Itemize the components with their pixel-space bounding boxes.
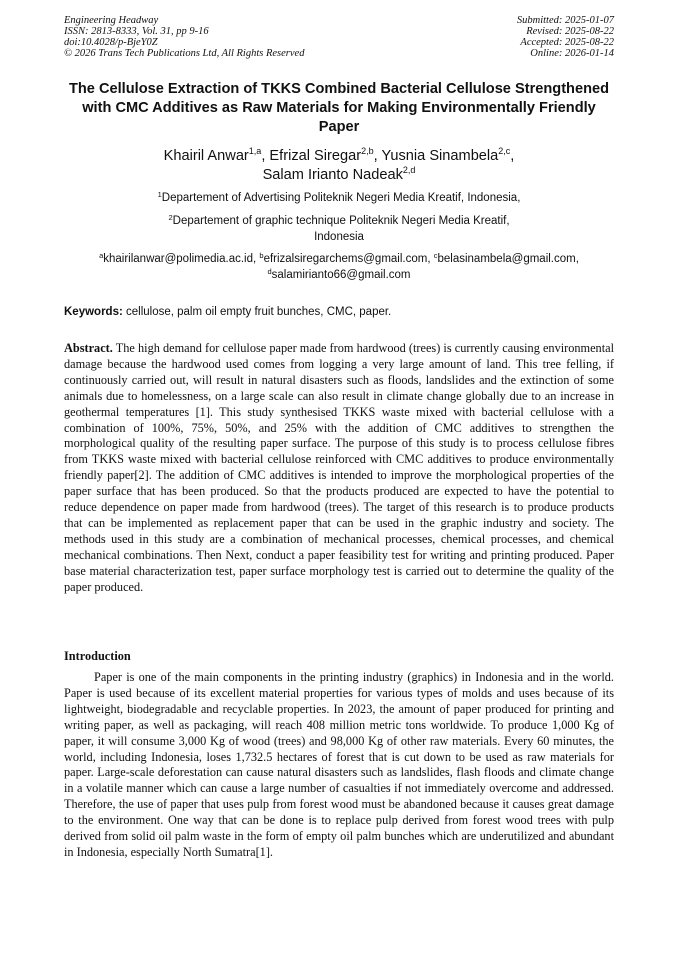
- author-sup: 2,d: [402, 165, 416, 175]
- email-list: [64, 252, 614, 283]
- submitted-date: Submitted: 2025-01-07: [516, 15, 614, 26]
- affiliation-text: Departement of Advertising Politeknik Negeri Media Kreatif, Indonesia,: [161, 192, 521, 204]
- author-separator: ,: [510, 148, 515, 164]
- email-address[interactable]: efrizalsiregarchems@gmail.com,: [263, 253, 434, 265]
- email-sup: a: [99, 251, 104, 260]
- paper-title: The Cellulose Extraction of TKKS Combined Bacterial Cellulose Strengthened with CMC Additives as Raw Materials for Making Environmentally Friendly Paper: [68, 81, 610, 135]
- publication-dates: [517, 15, 614, 59]
- journal-info: [64, 15, 304, 59]
- email-address[interactable]: khairilanwar@polimedia.ac.id,: [103, 253, 260, 265]
- author-name: Khairil Anwar: [163, 148, 249, 164]
- author-list: [64, 147, 614, 185]
- email-address[interactable]: belasinambela@gmail.com,: [437, 253, 579, 265]
- author-name: Salam Irianto Nadeak: [262, 167, 403, 183]
- affiliation-sup: 2: [168, 213, 173, 222]
- author-name: Efrizal Siregar: [269, 148, 362, 164]
- affiliation-text: Departement of graphic technique Politeknik Negeri Media Kreatif, Indonesia: [172, 215, 510, 243]
- doi-line: doi:10.4028/p-BjeY0Z: [64, 37, 158, 48]
- author-name: Yusnia Sinambela: [381, 148, 499, 164]
- email-sup: d: [267, 266, 272, 276]
- author-separator: ,: [373, 148, 382, 164]
- journal-name: Engineering Headway: [64, 15, 159, 26]
- online-date: Online: 2026-01-14: [530, 48, 614, 59]
- introduction-heading: Introduction: [64, 649, 131, 663]
- author-separator: ,: [261, 148, 270, 164]
- keywords-text: cellulose, palm oil empty fruit bunches, CMC, paper.: [122, 306, 392, 318]
- copyright-line: © 2026 Trans Tech Publications Ltd, All Rights Reserved: [64, 48, 305, 59]
- author-sup: 2,c: [498, 146, 511, 156]
- abstract-text: The high demand for cellulose paper made from hardwood (trees) is currently causing environmental damage because the hardwood used comes from logging a very large amount of land. This tree felling, if continuously carried out, will result in natural disasters such as floods, landslides and the extinction of some animals due to homelessness, on a large scale can also result in climate change globally due to an increase in geothermal temperatures [1]. This study synthesised TKKS waste mixed with bacterial cellulose with a combination of 100%, 75%, 50%, and 25% with the addition of CMC additives to strengthen the morphological quality of the resulting paper surface. The purpose of this study is to process cellulose fibres from TKKS waste mixed with bacterial cellulose reinforced with CMC additives to produce environmentally friendly paper[2]. The addition of CMC additives is intended to improve the morphological properties of the paper surface that has been produced. So that the products produced are expected to have the potential to reduce dependence on paper made from hardwood (trees). The target of this research is to produce products that can be implemented as replacement paper that can be used in the graphic industry and society. The methods used in this study are a combination of mechanical processes, chemical processes, and chemical mechanical combinations. Then Next, conduct a paper feasibility test for writing and printing produced. Paper base material characterization test, paper surface morphology test is carried out to determine the quality of the paper produced.: [64, 341, 614, 594]
- abstract: [64, 341, 614, 596]
- introduction-paragraph: Paper is one of the main components in the printing industry (graphics) in Indonesia and in the world. Paper is used because of its excellent material properties for various types of molds and uses because of its lightweight, biodegradable and recyclable properties. In 2023, the amount of paper produced for printing and writing paper, as well as packaging, will reach 408 million metric tons worldwide. To produce 1,000 Kg of paper, it will consume 3,000 Kg of wood (trees) and 98,000 Kg of other raw materials. Every 60 minutes, the world, including Indonesia, loses 1,732.5 hectares of forest that is cut down to be used as raw materials for paper. Large-scale deforestation can cause natural disasters such as landslides, flash floods and climate change in a volatile manner which can cause a large number of casualties if not immediately overcome and addressed. Therefore, the use of paper that uses pulp from forest wood must be abandoned because it causes great damage to the environment. One way that can be done is to replace pulp derived from forest wood trees with pulp derived from solid oil palm waste in the form of empty oil palm bunches which are underutilized and abundant in Indonesia, especially North Sumatra[1].: [64, 670, 614, 859]
- issn-line: ISSN: 2813-8333, Vol. 31, pp 9-16: [64, 26, 209, 37]
- revised-date: Revised: 2025-08-22: [526, 26, 614, 37]
- author-sup: 1,a: [248, 146, 262, 156]
- affiliation-1: [64, 191, 614, 207]
- affiliation-sup: 1: [157, 190, 162, 199]
- affiliation-2: [64, 214, 614, 245]
- page-header: [64, 15, 614, 59]
- keywords-label: Keywords:: [64, 306, 123, 318]
- accepted-date: Accepted: 2025-08-22: [520, 37, 614, 48]
- email-address[interactable]: salamirianto66@gmail.com: [271, 268, 411, 281]
- abstract-label: Abstract.: [64, 341, 113, 355]
- email-sup: c: [433, 251, 438, 260]
- keywords: [64, 304, 614, 320]
- email-sup: b: [259, 251, 264, 260]
- author-sup: 2,b: [361, 146, 374, 156]
